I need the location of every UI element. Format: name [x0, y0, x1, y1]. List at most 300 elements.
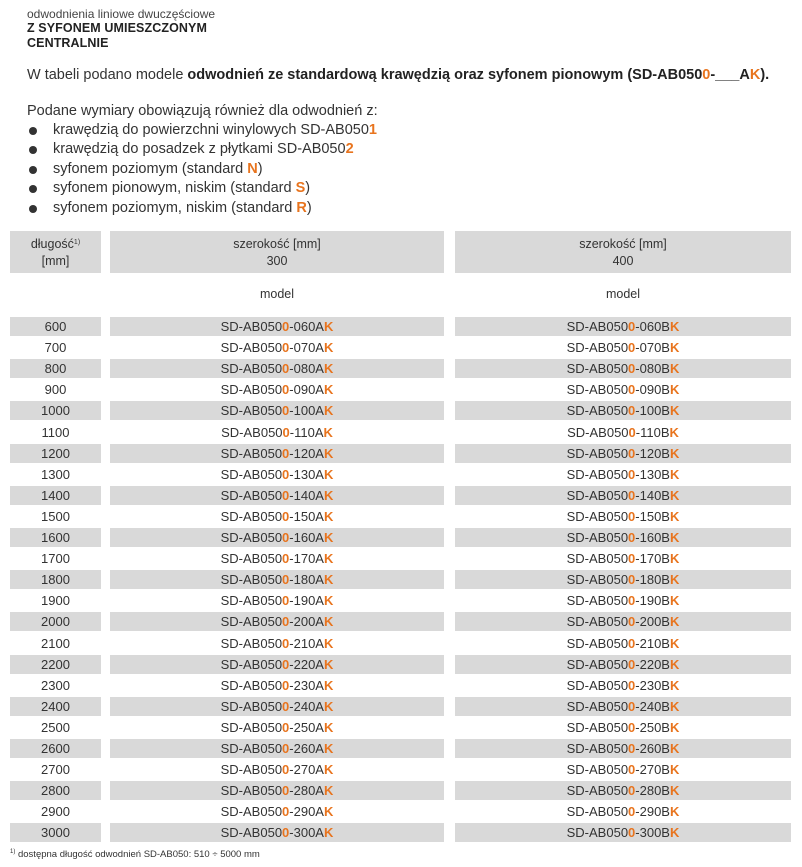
model-code-middle: -060B: [635, 319, 670, 334]
model-cell-400: [455, 358, 791, 379]
model-prefix: SD-AB050: [220, 445, 283, 461]
model-code-middle: -280A: [289, 783, 324, 799]
options-list: [27, 121, 377, 218]
model-code-suffix: K: [669, 698, 680, 714]
model-prefix: SD-AB050: [566, 445, 629, 461]
length-cell: [10, 337, 101, 358]
model-cell-300: [110, 696, 444, 717]
model-prefix: SD-AB050: [220, 403, 283, 419]
model-prefix: SD-AB050: [566, 762, 629, 778]
model-code-middle: -100A: [289, 403, 324, 419]
length-unit: [mm]: [41, 254, 70, 268]
model-prefix: SD-AB050: [220, 825, 283, 841]
intro-bold-text: odwodnień ze standardową krawędzią oraz syfonem pionowym (SD-AB050: [187, 67, 703, 83]
model-prefix: SD-AB050: [220, 804, 283, 820]
length-cell: [10, 696, 101, 717]
model-code-digit: 0: [628, 614, 636, 630]
model-code-middle: -210B: [635, 635, 670, 651]
length-value: 800: [44, 361, 67, 377]
model-code-middle: -250A: [289, 719, 324, 735]
option-text: krawędzią do powierzchni winylowych SD-AB050: [53, 122, 369, 138]
option-text: syfonem poziomym, niskim (standard: [53, 199, 297, 216]
intro-code-k: K: [749, 67, 761, 83]
model-code-suffix: K: [323, 825, 334, 841]
model-code-digit: 0: [282, 403, 290, 419]
model-cell-400: [455, 590, 791, 611]
length-value: 1200: [41, 445, 70, 461]
model-code-middle: -220B: [635, 656, 670, 672]
model-code-middle: -110B: [635, 424, 670, 440]
model-cell-400: [455, 611, 791, 632]
model-code-suffix: K: [669, 340, 680, 356]
model-cell-400: [455, 506, 791, 527]
model-code-suffix: K: [669, 361, 680, 377]
model-code-middle: -220A: [289, 656, 324, 672]
model-code-digit: 0: [282, 382, 290, 398]
model-code-suffix: K: [669, 382, 680, 398]
model-code-suffix: K: [669, 762, 680, 778]
length-cell: [10, 822, 101, 843]
model-prefix: SD-AB050: [220, 741, 283, 756]
model-cell-300: [110, 611, 444, 632]
model-code-middle: -150A: [289, 508, 324, 524]
model-cell-300: [110, 675, 444, 696]
model-cell-300: [110, 738, 444, 759]
model-code-digit: 0: [282, 340, 290, 356]
length-cell: [10, 506, 101, 527]
length-cell: [10, 527, 101, 548]
model-code-digit: 0: [282, 635, 290, 651]
model-code-suffix: K: [669, 572, 680, 588]
footnote-text: dostępna długość odwodnień SD-AB050: 510 ÷ 5000 mm: [15, 849, 260, 861]
model-code-digit: 0: [282, 783, 290, 799]
model-prefix: SD-AB050: [566, 656, 629, 672]
model-code-digit: 0: [628, 656, 636, 672]
model-prefix: SD-AB050: [220, 656, 283, 672]
length-cell: [10, 675, 101, 696]
model-code-digit: 0: [282, 508, 290, 524]
model-code-middle: -140A: [289, 487, 324, 503]
model-prefix: SD-AB050: [567, 424, 629, 440]
model-code-suffix: K: [323, 466, 334, 482]
header-width-400: [455, 236, 791, 270]
model-code-suffix: K: [669, 508, 680, 524]
model-code-digit: 0: [628, 593, 636, 609]
model-code-suffix: K: [323, 719, 334, 735]
model-code-suffix: K: [669, 466, 680, 482]
length-cell: [10, 654, 101, 675]
model-prefix: SD-AB050: [566, 698, 629, 714]
model-code-middle: -190B: [635, 593, 670, 609]
model-code-suffix: K: [323, 635, 334, 651]
model-prefix: SD-AB050: [566, 508, 629, 524]
model-code-suffix: K: [323, 487, 334, 503]
option-code: 1: [368, 122, 377, 138]
length-cell: [10, 780, 101, 801]
model-code-digit: 0: [282, 656, 290, 672]
model-code-digit: 0: [628, 825, 636, 841]
model-code-digit: 0: [628, 403, 636, 419]
model-code-middle: -110A: [289, 424, 324, 440]
model-cell-300: [110, 422, 444, 443]
model-code-suffix: K: [323, 530, 334, 545]
model-code-suffix: K: [669, 677, 680, 693]
model-prefix: SD-AB050: [220, 719, 283, 735]
model-code-suffix: K: [669, 719, 680, 735]
model-code-digit: 0: [282, 698, 290, 714]
length-cell: [10, 801, 101, 822]
model-cell-300: [110, 548, 444, 569]
model-cell-300: [110, 358, 444, 379]
model-cell-300: [110, 654, 444, 675]
intro-code-o: 0: [702, 67, 711, 83]
model-code-suffix: K: [669, 825, 680, 841]
model-code-suffix: K: [669, 635, 680, 651]
model-code-digit: 0: [282, 445, 290, 461]
model-cell-400: [455, 801, 791, 822]
option-item: [27, 179, 377, 198]
length-cell: [10, 464, 101, 485]
bullet-icon: [29, 185, 37, 193]
model-code-suffix: K: [323, 677, 334, 693]
option-text: krawędzią do posadzek z płytkami SD-AB050: [53, 141, 346, 158]
model-code-suffix: K: [323, 593, 334, 609]
model-code-digit: 0: [628, 719, 636, 735]
model-cell-400: [455, 675, 791, 696]
model-prefix: SD-AB050: [220, 361, 283, 377]
model-prefix: SD-AB050: [566, 403, 629, 419]
model-code-middle: -290A: [289, 804, 324, 820]
model-code-suffix: K: [669, 319, 680, 334]
length-value: 900: [44, 382, 67, 398]
model-code-middle: -130B: [635, 466, 670, 482]
model-code-middle: -240B: [635, 698, 670, 714]
model-prefix: SD-AB050: [566, 466, 629, 482]
model-code-middle: -070B: [635, 340, 670, 356]
model-prefix: SD-AB050: [220, 593, 283, 609]
option-code: 2: [345, 141, 354, 158]
length-cell: [10, 759, 101, 780]
intro-paragraph: [27, 67, 769, 83]
length-cell: [10, 590, 101, 611]
width-value: 400: [612, 254, 634, 268]
length-value: 1600: [41, 530, 70, 545]
model-cell-400: [455, 379, 791, 400]
length-value: 1400: [41, 487, 70, 503]
length-value: 600: [44, 319, 67, 334]
model-prefix: SD-AB050: [566, 614, 629, 630]
model-code-middle: -260A: [289, 741, 324, 756]
length-value: 1900: [41, 593, 70, 609]
model-code-digit: 0: [628, 530, 636, 545]
model-code-suffix: K: [323, 698, 334, 714]
model-code-digit: 0: [282, 677, 290, 693]
model-cell-300: [110, 590, 444, 611]
length-value: 2700: [41, 762, 70, 778]
header-length: [10, 236, 101, 270]
model-code-digit: 0: [282, 530, 290, 545]
model-cell-400: [455, 780, 791, 801]
model-code-middle: -270B: [635, 762, 670, 778]
intro-bold-mid: -___A: [710, 67, 750, 83]
model-code-suffix: K: [323, 572, 334, 588]
model-code-middle: -120A: [289, 445, 324, 461]
option-tail: ): [306, 199, 312, 216]
model-code-suffix: K: [669, 656, 680, 672]
length-label: długość: [30, 237, 74, 251]
model-code-middle: -100B: [635, 403, 670, 419]
model-cell-400: [455, 485, 791, 506]
length-value: 1300: [41, 466, 70, 482]
model-cell-400: [455, 422, 791, 443]
model-prefix: SD-AB050: [566, 783, 629, 799]
model-code-digit: 0: [628, 424, 636, 440]
model-prefix: SD-AB050: [220, 762, 283, 778]
model-code-middle: -230A: [289, 677, 324, 693]
model-code-digit: 0: [282, 361, 290, 377]
length-value: 2800: [41, 783, 70, 799]
model-code-suffix: K: [323, 551, 334, 567]
option-code: N: [247, 160, 258, 177]
length-value: 1500: [41, 508, 70, 524]
length-value: 2000: [41, 614, 70, 630]
category-label: odwodnienia liniowe dwuczęściowe: [27, 7, 216, 21]
model-cell-400: [455, 443, 791, 464]
length-value: 2400: [41, 698, 70, 714]
length-cell: [10, 611, 101, 632]
length-cell: [10, 443, 101, 464]
model-cell-300: [110, 759, 444, 780]
width-label: szerokość [mm]: [579, 237, 667, 251]
bullet-icon: [29, 127, 37, 135]
model-code-digit: 0: [628, 361, 636, 377]
model-code-middle: -240A: [289, 698, 324, 714]
model-code-digit: 0: [628, 741, 636, 756]
intro-prefix: W tabeli podano modele: [27, 67, 188, 83]
model-prefix: SD-AB050: [220, 572, 283, 588]
model-cell-400: [455, 569, 791, 590]
model-prefix: SD-AB050: [566, 487, 629, 503]
model-cell-400: [455, 548, 791, 569]
length-cell: [10, 633, 101, 654]
model-prefix: SD-AB050: [220, 319, 283, 334]
model-code-suffix: K: [323, 319, 334, 334]
model-cell-400: [455, 527, 791, 548]
option-tail: ): [257, 160, 263, 177]
model-code-digit: 0: [628, 508, 636, 524]
length-value: 1100: [41, 424, 70, 440]
model-code-digit: 0: [628, 635, 636, 651]
model-cell-400: [455, 464, 791, 485]
model-prefix: SD-AB050: [220, 466, 283, 482]
model-code-digit: 0: [628, 487, 636, 503]
length-value: 1800: [41, 572, 70, 588]
model-code-digit: 0: [282, 466, 290, 482]
model-cell-300: [110, 400, 444, 421]
model-code-middle: -090A: [289, 382, 324, 398]
option-item: [27, 121, 377, 140]
model-code-digit: 0: [282, 762, 290, 778]
model-prefix: SD-AB050: [220, 382, 283, 398]
model-prefix: SD-AB050: [566, 382, 629, 398]
model-code-digit: 0: [282, 424, 290, 440]
model-prefix: SD-AB050: [566, 319, 629, 334]
length-cell: [10, 358, 101, 379]
model-code-digit: 0: [282, 319, 290, 334]
model-code-suffix: K: [669, 487, 680, 503]
model-code-middle: -200B: [635, 614, 670, 630]
header-width-300: [110, 236, 444, 270]
model-code-digit: 0: [628, 783, 636, 799]
model-code-digit: 0: [628, 340, 636, 356]
option-item: [27, 140, 377, 159]
model-code-suffix: K: [323, 508, 334, 524]
model-prefix: SD-AB050: [220, 677, 283, 693]
model-code-middle: -230B: [635, 677, 670, 693]
model-cell-300: [110, 316, 444, 337]
length-cell: [10, 485, 101, 506]
model-code-digit: 0: [628, 445, 636, 461]
model-code-digit: 0: [628, 677, 636, 693]
length-cell: [10, 717, 101, 738]
width-label: szerokość [mm]: [233, 237, 321, 251]
bullet-icon: [29, 205, 37, 213]
model-code-digit: 0: [282, 614, 290, 630]
model-code-middle: -280B: [635, 783, 670, 799]
model-code-suffix: K: [323, 783, 334, 799]
model-cell-400: [455, 400, 791, 421]
model-code-middle: -160A: [289, 530, 324, 545]
model-prefix: SD-AB050: [566, 593, 629, 609]
model-header-300: model: [259, 287, 295, 301]
model-code-middle: -090B: [635, 382, 670, 398]
model-code-suffix: K: [323, 424, 333, 440]
model-cell-300: [110, 801, 444, 822]
model-cell-300: [110, 569, 444, 590]
model-prefix: SD-AB050: [566, 572, 629, 588]
length-value: 3000: [41, 825, 70, 841]
model-prefix: SD-AB050: [220, 614, 283, 630]
model-code-digit: 0: [628, 466, 636, 482]
model-code-middle: -170A: [289, 551, 324, 567]
option-item: [27, 199, 377, 218]
length-value: 1000: [41, 403, 70, 419]
model-code-digit: 0: [282, 804, 290, 820]
model-code-middle: -060A: [289, 319, 324, 334]
model-code-suffix: K: [669, 424, 679, 440]
model-prefix: SD-AB050: [220, 551, 283, 567]
model-code-middle: -300B: [635, 825, 670, 841]
model-cell-300: [110, 506, 444, 527]
model-code-suffix: K: [669, 741, 680, 756]
model-code-digit: 0: [628, 551, 636, 567]
model-code-suffix: K: [323, 656, 334, 672]
model-cell-400: [455, 654, 791, 675]
model-cell-300: [110, 527, 444, 548]
model-header-400: model: [605, 287, 641, 301]
length-value: 2900: [41, 804, 70, 820]
bullet-icon: [29, 146, 37, 154]
option-code: S: [295, 180, 306, 197]
model-code-middle: -150B: [635, 508, 670, 524]
model-prefix: SD-AB050: [220, 635, 283, 651]
model-code-suffix: K: [323, 614, 334, 630]
model-code-middle: -070A: [289, 340, 324, 356]
model-cell-400: [455, 337, 791, 358]
model-cell-300: [110, 379, 444, 400]
model-code-suffix: K: [669, 551, 680, 567]
length-cell: [10, 316, 101, 337]
option-code: R: [296, 199, 307, 216]
model-cell-400: [455, 316, 791, 337]
model-code-middle: -270A: [289, 762, 324, 778]
option-text: syfonem poziomym (standard: [53, 160, 248, 177]
length-value: 2100: [41, 635, 70, 651]
model-cell-300: [110, 780, 444, 801]
model-code-middle: -120B: [635, 445, 670, 461]
model-code-middle: -080B: [635, 361, 670, 377]
model-prefix: SD-AB050: [566, 530, 629, 545]
length-cell: [10, 738, 101, 759]
model-code-digit: 0: [282, 741, 290, 756]
model-code-middle: -300A: [289, 825, 324, 841]
model-code-suffix: K: [323, 361, 334, 377]
model-code-suffix: K: [669, 445, 680, 461]
option-tail: ): [305, 180, 311, 197]
model-prefix: SD-AB050: [566, 635, 629, 651]
model-prefix: SD-AB050: [566, 804, 629, 820]
model-prefix: SD-AB050: [220, 508, 283, 524]
model-prefix: SD-AB050: [221, 424, 283, 440]
model-code-digit: 0: [282, 593, 290, 609]
length-value: 2300: [41, 677, 70, 693]
length-cell: [10, 379, 101, 400]
model-code-suffix: K: [323, 340, 334, 356]
model-code-digit: 0: [628, 572, 636, 588]
model-cell-400: [455, 738, 791, 759]
width-value: 300: [266, 254, 288, 268]
model-cell-300: [110, 485, 444, 506]
model-code-digit: 0: [282, 551, 290, 567]
page-title-line2: CENTRALNIE: [27, 36, 109, 50]
length-value: 2600: [41, 741, 70, 756]
model-prefix: SD-AB050: [220, 698, 283, 714]
model-code-suffix: K: [669, 804, 680, 820]
model-code-middle: -180B: [635, 572, 670, 588]
model-code-middle: -260B: [635, 741, 670, 756]
model-code-suffix: K: [669, 403, 680, 419]
intro-bold-end: ).: [760, 67, 770, 83]
bullet-icon: [29, 166, 37, 174]
model-cell-400: [455, 822, 791, 843]
model-prefix: SD-AB050: [220, 530, 283, 545]
model-code-suffix: K: [323, 445, 334, 461]
model-cell-300: [110, 822, 444, 843]
model-code-middle: -140B: [635, 487, 670, 503]
footnote-ref: 1): [73, 239, 81, 246]
model-code-suffix: K: [669, 614, 680, 630]
model-code-suffix: K: [323, 382, 334, 398]
model-code-digit: 0: [282, 572, 290, 588]
length-value: 1700: [41, 551, 70, 567]
model-cell-400: [455, 633, 791, 654]
model-prefix: SD-AB050: [566, 677, 629, 693]
model-code-digit: 0: [282, 719, 290, 735]
model-code-middle: -190A: [289, 593, 324, 609]
footnote-marker: 1): [10, 849, 16, 855]
model-cell-300: [110, 443, 444, 464]
length-value: 2200: [41, 656, 70, 672]
